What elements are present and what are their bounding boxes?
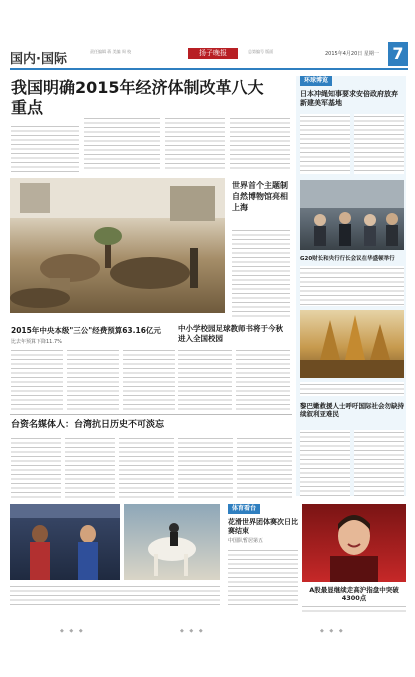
article-text (119, 436, 174, 500)
article-text (230, 116, 290, 172)
footer-ornament: ◆ ◆ ◆ (320, 628, 345, 634)
photo-caption (10, 584, 220, 608)
article-text (11, 124, 79, 172)
footer-ornament: ◆ ◆ ◆ (180, 628, 205, 634)
stock-market-photo (302, 504, 406, 582)
smiling-woman-image (302, 504, 406, 582)
issue-date: 2015年4月20日 星期一 (325, 51, 379, 57)
g20-scene-image (300, 180, 404, 250)
article-text (300, 266, 404, 306)
article-text (354, 114, 404, 174)
temple-scene-image (300, 310, 404, 378)
equestrian-photo (124, 504, 220, 580)
budget-headline: 2015年中央本级"三公"经费预算63.16亿元 (11, 326, 161, 335)
photo-caption (300, 382, 404, 396)
lebanon-headline: 黎巴嫩救援人士呼吁国际社会勿缺持续叙利亚难民 (300, 402, 404, 418)
article-text (354, 430, 404, 496)
page-number: 7 (388, 42, 408, 66)
boxing-photo (10, 504, 120, 580)
article-text (302, 604, 406, 614)
g20-photo (300, 180, 404, 250)
page-footer (0, 616, 415, 677)
article-text (84, 116, 160, 172)
museum-scene-image (10, 178, 225, 313)
boxers-image (10, 504, 120, 580)
section-title: 国内·国际 (10, 52, 67, 67)
okinawa-headline: 日本冲绳知事要求安倍政府放弃新建美军基地 (300, 90, 398, 107)
right-meta: 总第编号 版面 (248, 49, 274, 54)
article-text (178, 348, 232, 410)
article-text (65, 436, 115, 500)
museum-photo (10, 178, 225, 313)
museum-headline: 世界首个主题制自然博物馆亮相上海 (232, 181, 288, 212)
article-text (11, 436, 61, 500)
masthead-logo: 扬子晚报 (188, 48, 238, 59)
horse-jump-image (124, 504, 220, 580)
budget-subheadline: 比去年预算下降11.7% (11, 339, 62, 345)
article-text (165, 116, 225, 172)
article-text (300, 114, 350, 174)
article-text (178, 436, 233, 500)
sports-tag: 体育看台 (228, 504, 260, 514)
page-header (10, 44, 408, 70)
main-headline: 我国明确2015年经济体制改革八大重点 (11, 78, 264, 117)
skating-subheadline: 中国队暂居第五 (228, 538, 264, 544)
divider (10, 414, 292, 415)
article-text (232, 228, 290, 320)
temple-photo (300, 310, 404, 378)
editor-line: 责任编辑 蒋 美编 周 校 (90, 49, 132, 54)
article-text (300, 430, 350, 496)
article-text (237, 436, 292, 500)
article-text (236, 348, 290, 410)
article-text (228, 548, 298, 608)
article-text (123, 348, 175, 410)
article-text (67, 348, 119, 410)
taiwan-headline: 台资名媒体人：台湾抗日历史不可淡忘 (11, 420, 165, 430)
g20-headline: G20财长和央行行长会议在华盛顿举行 (300, 256, 395, 262)
footer-ornament: ◆ ◆ ◆ (60, 628, 85, 634)
skating-headline: 花滑世界团体赛次日比赛结束 (228, 518, 298, 535)
world-tag: 环球博览 (300, 76, 332, 86)
teacher-headline: 中小学校园足球教师书将于今秋进入全国校园 (178, 324, 283, 343)
stock-headline: A股最显继续走高沪指盘中突破4300点 (309, 586, 399, 602)
article-text (11, 348, 63, 410)
